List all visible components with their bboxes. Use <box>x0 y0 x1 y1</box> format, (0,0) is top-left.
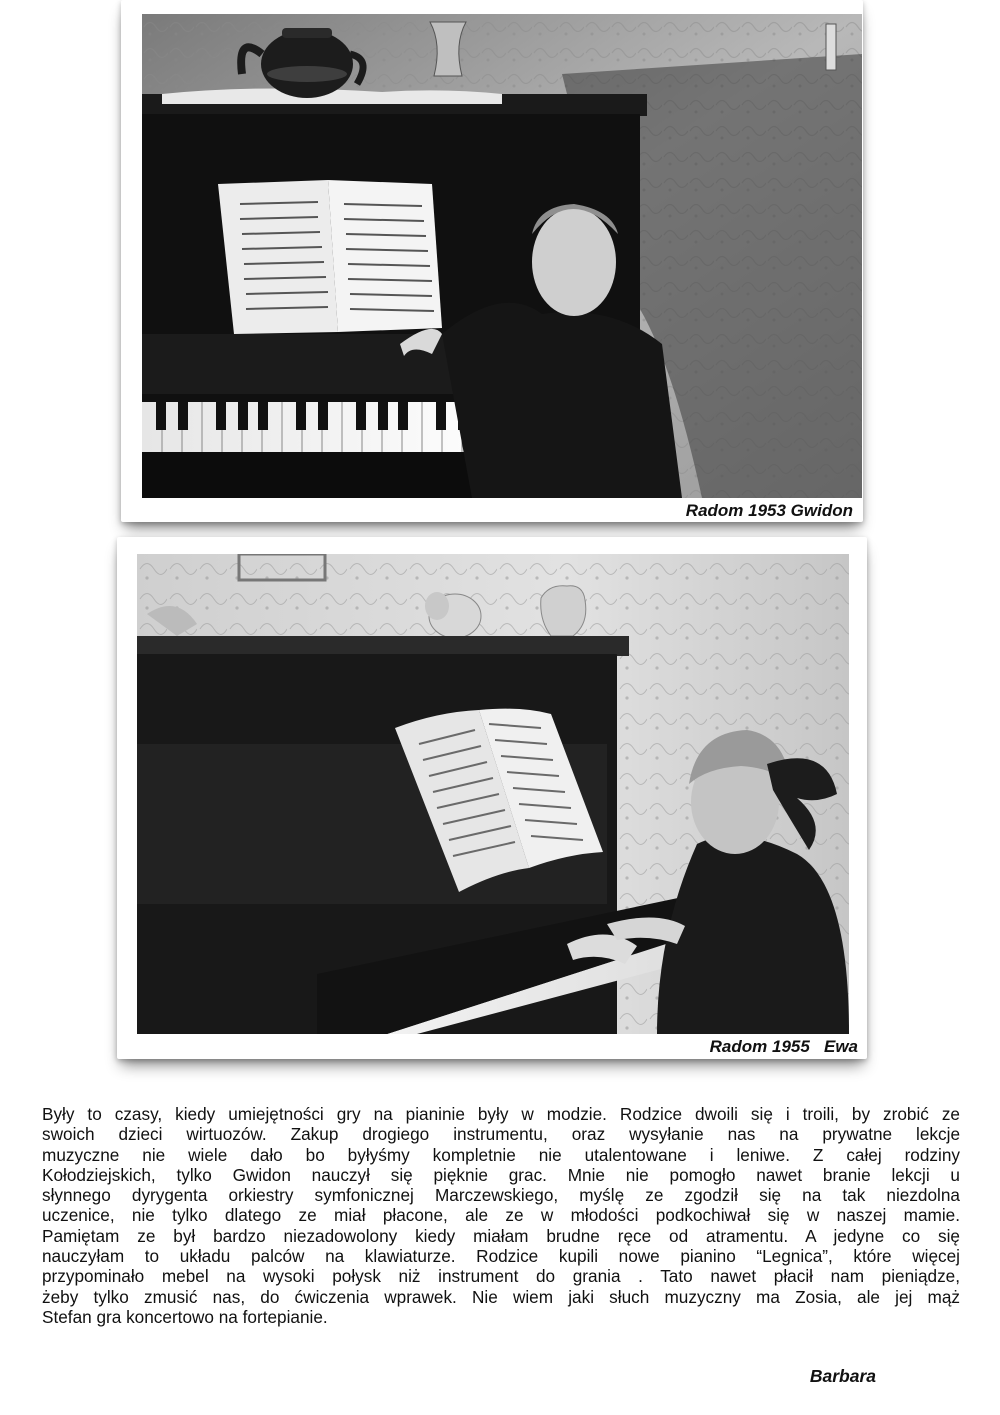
photo-caption-gwidon: Radom 1953 Gwidon <box>685 501 853 520</box>
photo-girl-at-piano <box>137 554 849 1034</box>
photo-boy-at-piano <box>142 14 862 498</box>
sheet-music <box>218 180 442 334</box>
paragraph-line: Kołodziejskich, tylko Gwidon nauczył się pięknie grac. Mnie nie pomogło nawet branie lekcji u <box>42 1164 960 1185</box>
paragraph-line: Były to czasy, kiedy umiejętności gry na pianinie były w modzie. Rodzice dwoili się i troili, by zrobić ze <box>42 1104 960 1124</box>
paragraph-line: muzyczne nie wiele dało bo byłyśmy kompletnie nie utalentowane i leniwe. Z całej rodziny <box>42 1144 960 1165</box>
author-signature: Barbara <box>809 1366 876 1386</box>
paragraph-line: słynnego dyrygenta orkiestry symfonicznej Marczewskiego, myślę ze zgodził się na tak niezdolna <box>42 1185 960 1206</box>
paragraph-line: Stefan gra koncertowo na fortepianie. <box>42 1306 328 1327</box>
paragraph-line: przypominało mebel na wysoki połysk niż instrument do grania . Tato nawet płacił nam pieniądze, <box>42 1266 960 1287</box>
photo-caption-ewa: Radom 1955 Ewa <box>709 1037 858 1056</box>
paragraph-line: uczenice, nie tylko dlatego ze miał płacone, ale ze w młodości podkochiwał się w naszej mamie. <box>42 1205 960 1226</box>
photo-card-gwidon <box>121 0 863 522</box>
photo-card-ewa <box>117 537 867 1059</box>
memoir-paragraph <box>42 1104 960 1327</box>
paragraph-line: nauczyłam to układu palców na klawiaturze. Rodzice kupili nowe pianino “Legnica”, które więcej <box>42 1246 960 1267</box>
paragraph-line: swoich dzieci wirtuozów. Zakup drogiego instrumentu, oraz wysyłanie nas na prywatne lekcje <box>42 1124 960 1145</box>
paragraph-line: Pamiętam ze był bardzo niezadowolony kiedy miałam brudne ręce od atramentu. A jedyne co się <box>42 1225 960 1246</box>
paragraph-line: żeby tylko zmusić nas, do ćwiczenia wprawek. Nie wiem jaki słuch muzyczny ma Zosia, ale jej mąż <box>42 1286 960 1307</box>
